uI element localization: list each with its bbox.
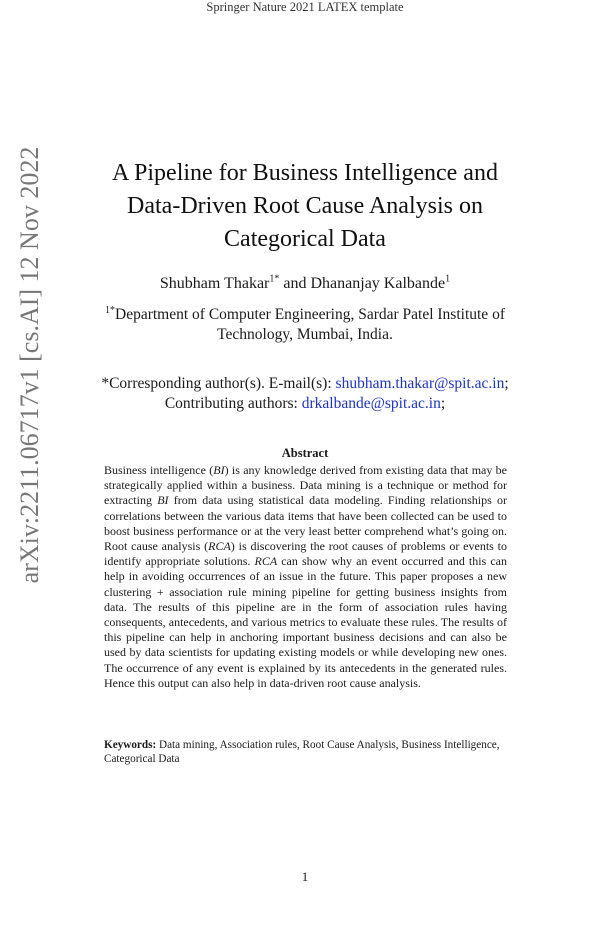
abstract-term-rca: RCA (208, 539, 231, 554)
title-line-3: Categorical Data (224, 226, 386, 252)
abstract-segment: Business intelligence ( (104, 463, 214, 477)
abstract-text (104, 463, 507, 691)
author-name-1: Shubham Thakar (159, 275, 270, 292)
abstract-term-bi: BI (157, 493, 169, 508)
abstract-heading: Abstract (281, 446, 329, 460)
author-name-2: Dhananjay Kalbande (310, 275, 446, 292)
abstract-segment: ) is any knowledge derived from existing data that may be strategically applied within a business. Data mining is a technique or method for extracting (104, 463, 507, 508)
affiliation-line-1: Department of Computer Engineering, Sardar Patel Institute of (115, 306, 505, 323)
affiliation-mark: 1* (105, 304, 115, 316)
title-line-1: A Pipeline for Business Intelligence and (112, 160, 498, 186)
running-header: Springer Nature 2021 LATEX template (206, 0, 404, 14)
author-2-affiliation-mark: 1 (445, 273, 451, 285)
corresponding-label: *Corresponding author(s). E-mail(s): (101, 375, 336, 392)
paper-title (90, 157, 520, 256)
page-number: 1 (301, 869, 309, 884)
keywords (104, 738, 507, 766)
abstract-segment: from data using statistical data modeling. Finding relationships or correlations between the various data items that have been collected can be used to boost business performance or at the very least better comprehend what’s going on. Root cause analysis ( (104, 493, 507, 554)
arxiv-identifier: arXiv:2211.06717v1 [cs.AI] 12 Nov 2022 (15, 146, 44, 584)
author-conjunction: and (279, 275, 311, 292)
affiliation-line-2: Technology, Mumbai, India. (217, 326, 393, 343)
contributing-suffix: ; (440, 395, 446, 412)
corresponding-suffix: ; (504, 375, 509, 392)
abstract-segment: can show why an event occurred and this can help in avoiding occurrences of an issue in the future. This paper proposes a new clustering + association rule mining pipeline for getting business insights from data. The results of this pipeline are in the form of association rules having consequents, antecedents, and various metrics to evaluate these rules. The results of this pipeline can help in anchoring important business decisions and can also be used by data scientists for updating existing models or while developing new ones. The occurrence of any event is explained by its antecedents in the generated rules. Hence this output can also help in data-driven root cause analysis. (104, 554, 507, 690)
keywords-list: Data mining, Association rules, Root Cause Analysis, Business Intelligence, Categorical Data (104, 739, 500, 765)
corresponding-email-link[interactable]: shubham.thakar@spit.ac.in (335, 375, 505, 392)
abstract-term-rca: RCA (254, 554, 278, 569)
contributing-email-link[interactable]: drkalbande@spit.ac.in (301, 395, 441, 412)
author-1-affiliation-mark: 1* (269, 273, 280, 285)
abstract-term-bi: BI (213, 463, 225, 477)
affiliation (80, 305, 530, 345)
contributing-label: Contributing authors: (164, 395, 302, 412)
keywords-label: Keywords: (104, 739, 157, 751)
correspondence-block (0, 374, 610, 414)
title-line-2: Data-Driven Root Cause Analysis on (127, 193, 483, 219)
abstract-segment: ) is discovering the root causes of problems or events to identify appropriate solutions. (104, 539, 507, 569)
author-list (0, 275, 610, 293)
arxiv-identifier-sidebar (10, 120, 50, 610)
